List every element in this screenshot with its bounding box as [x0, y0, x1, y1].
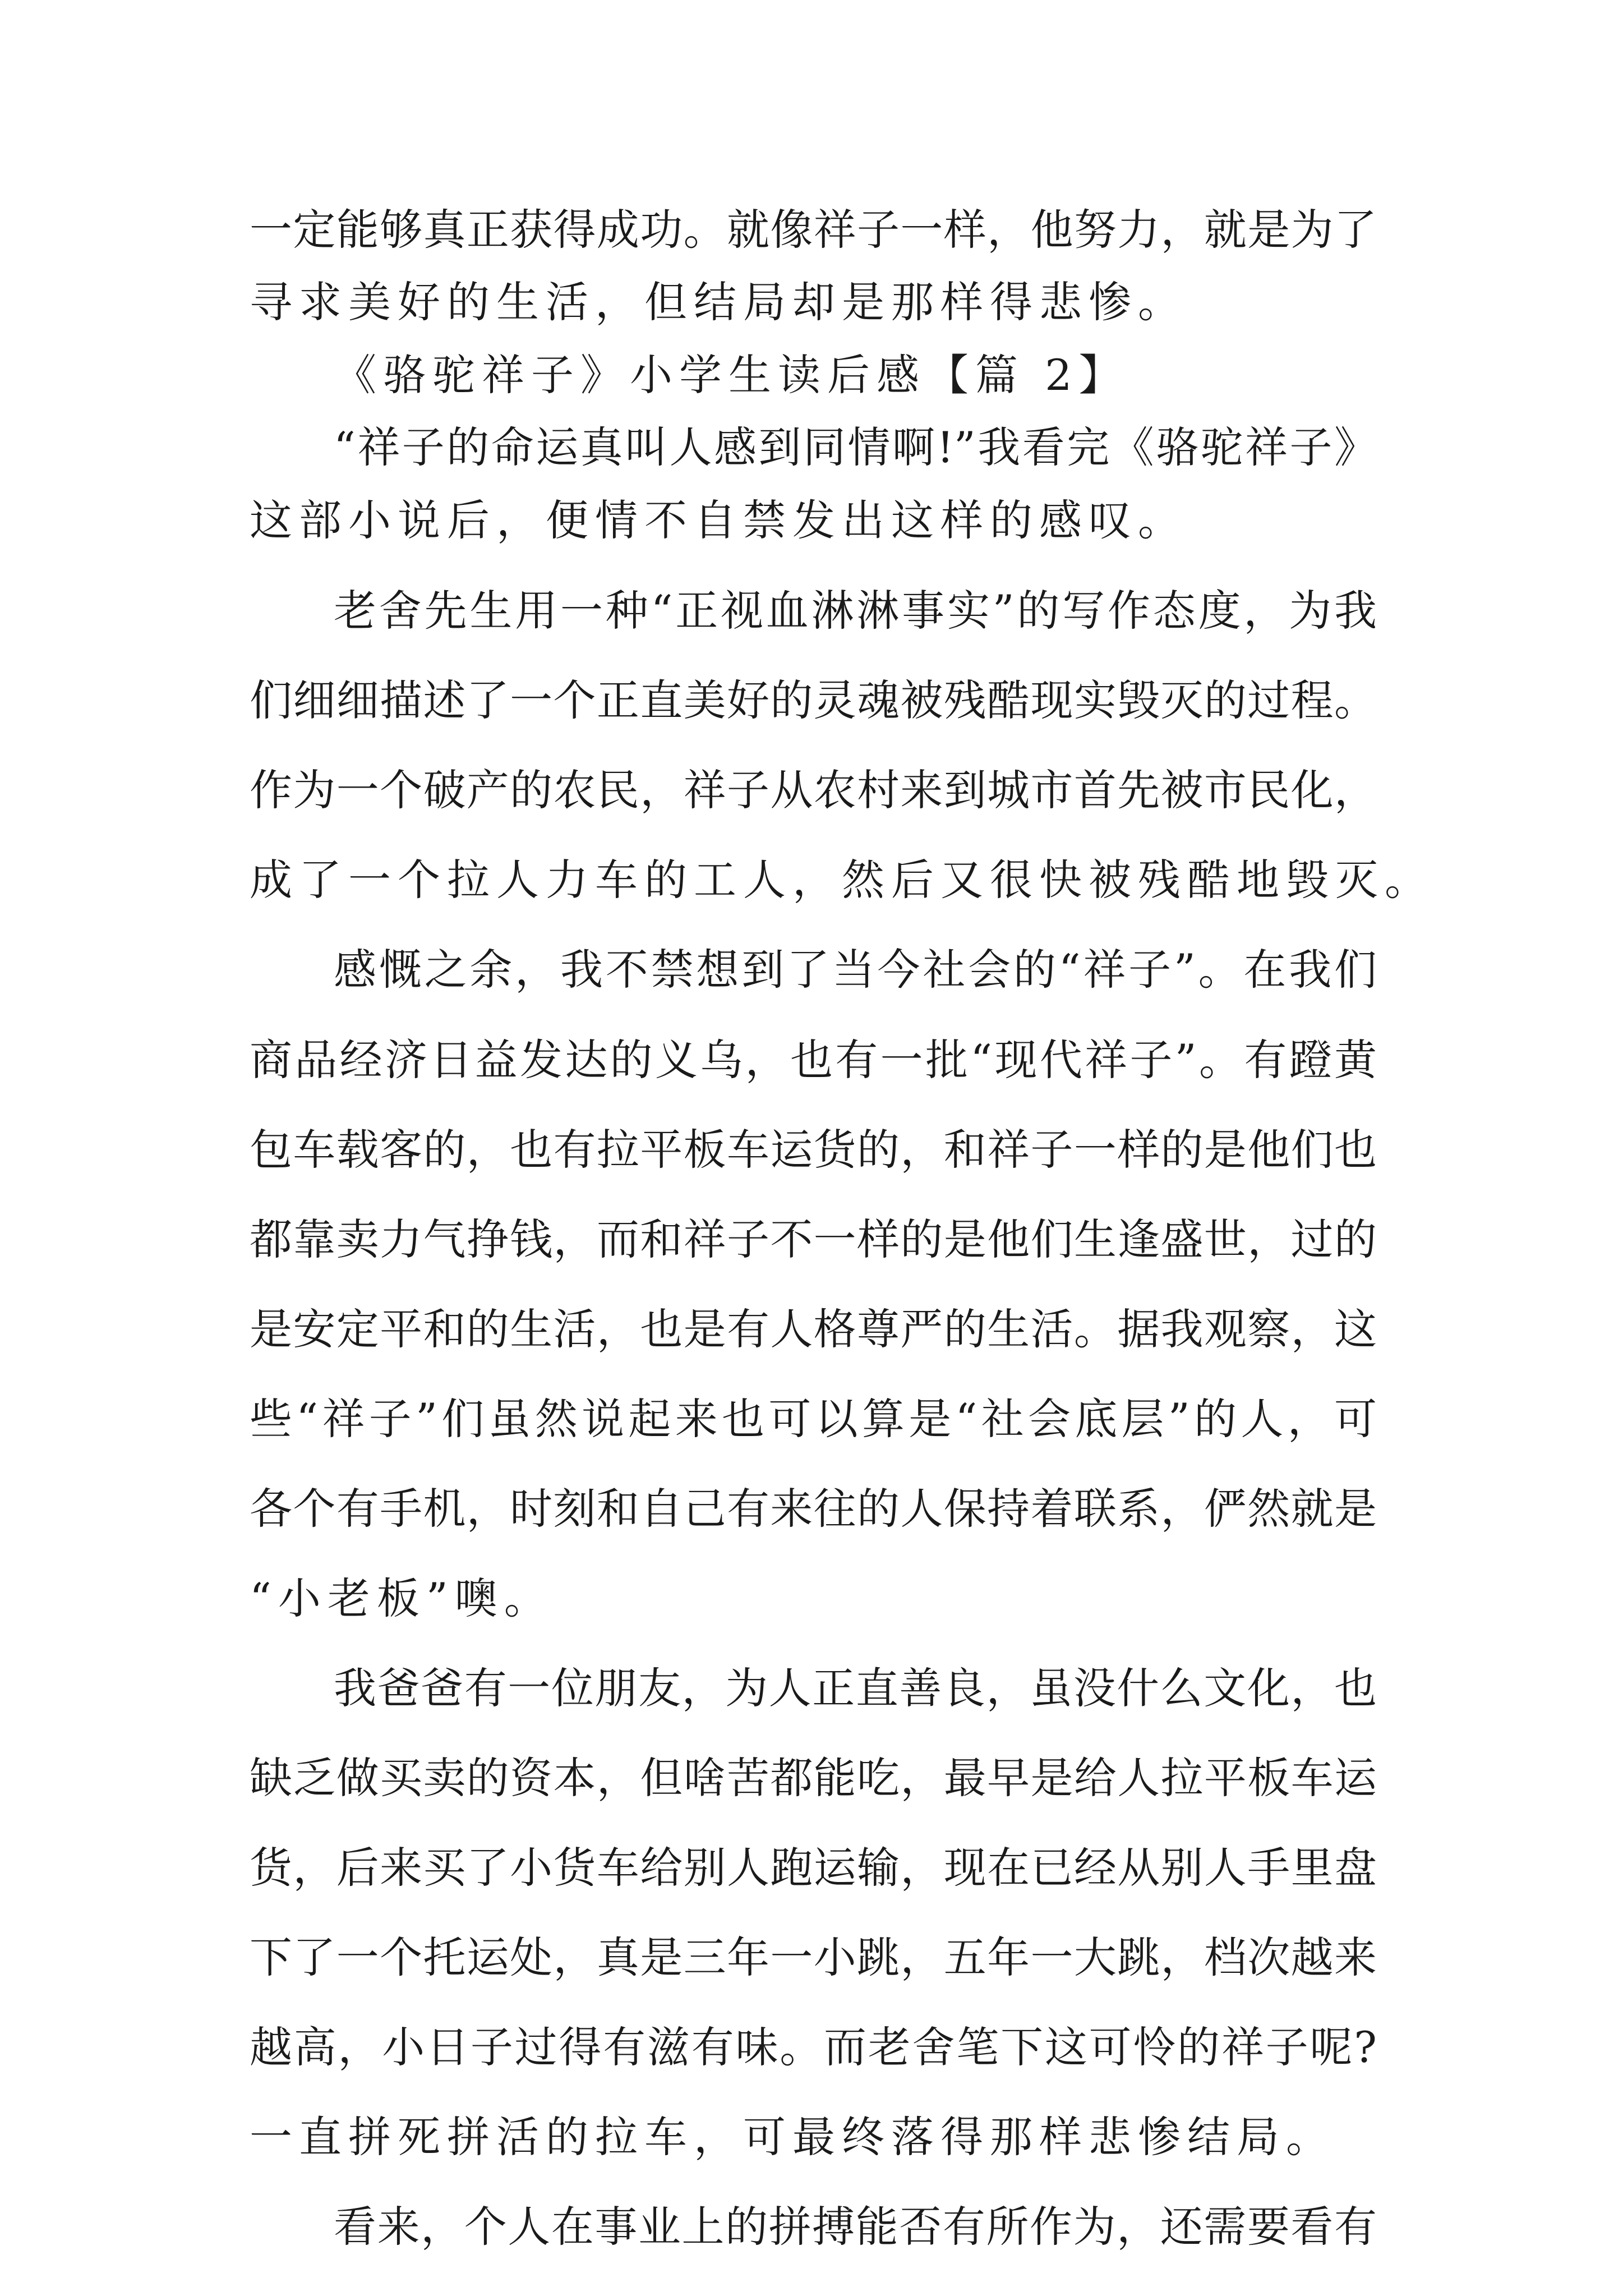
text-line: 我爸爸有一位朋友，为人正直善良，虽没什么文化，也	[334, 1663, 1377, 1713]
text-line: 们细细描述了一个正直美好的灵魂被残酷现实毁灭的过程。	[250, 675, 1377, 725]
text-line: 作为一个破产的农民，祥子从农村来到城市首先被市民化，	[250, 765, 1377, 815]
text-line: 各个有手机，时刻和自己有来往的人保持着联系，俨然就是	[250, 1484, 1377, 1534]
text-line: 一直拼死拼活的拉车，可最终落得那样悲惨结局。	[250, 2112, 1335, 2162]
text-line: 商品经济日益发达的义乌，也有一批“现代祥子”。有蹬黄	[250, 1035, 1377, 1085]
text-line: “祥子的命运真叫人感到同情啊!”我看完《骆驼祥子》	[334, 422, 1377, 472]
text-line: 感慨之余，我不禁想到了当今社会的“祥子”。在我们	[334, 945, 1377, 995]
text-line: 是安定平和的生活，也是有人格尊严的生活。据我观察，这	[250, 1304, 1377, 1354]
text-line: 一定能够真正获得成功。就像祥子一样，他努力，就是为了	[250, 205, 1377, 255]
text-line: 成了一个拉人力车的工人，然后又很快被残酷地毁灭。	[250, 855, 1434, 905]
text-line: 看来，个人在事业上的拼搏能否有所作为，还需要看有	[334, 2202, 1377, 2252]
section-heading: 《骆驼祥子》小学生读后感【篇 2】	[334, 350, 1128, 400]
text-line: 些“祥子”们虽然说起来也可以算是“社会底层”的人，可	[250, 1394, 1377, 1444]
text-line: 包车载客的，也有拉平板车运货的，和祥子一样的是他们也	[250, 1125, 1377, 1175]
text-line: 老舍先生用一种“正视血淋淋事实”的写作态度，为我	[334, 586, 1377, 636]
text-line: “小老板”噢。	[250, 1573, 554, 1623]
text-line: 越高，小日子过得有滋有味。而老舍笔下这可怜的祥子呢?	[250, 2022, 1377, 2072]
text-line: 缺乏做买卖的资本，但啥苦都能吃，最早是给人拉平板车运	[250, 1753, 1377, 1803]
text-line: 货，后来买了小货车给别人跑运输，现在已经从别人手里盘	[250, 1843, 1377, 1893]
text-line: 都靠卖力气挣钱，而和祥子不一样的是他们生逢盛世，过的	[250, 1214, 1377, 1264]
text-line: 这部小说后，便情不自禁发出这样的感叹。	[250, 495, 1187, 545]
text-line: 下了一个托运处，真是三年一小跳，五年一大跳，档次越来	[250, 1932, 1377, 1982]
text-line: 寻求美好的生活，但结局却是那样得悲惨。	[250, 277, 1187, 327]
